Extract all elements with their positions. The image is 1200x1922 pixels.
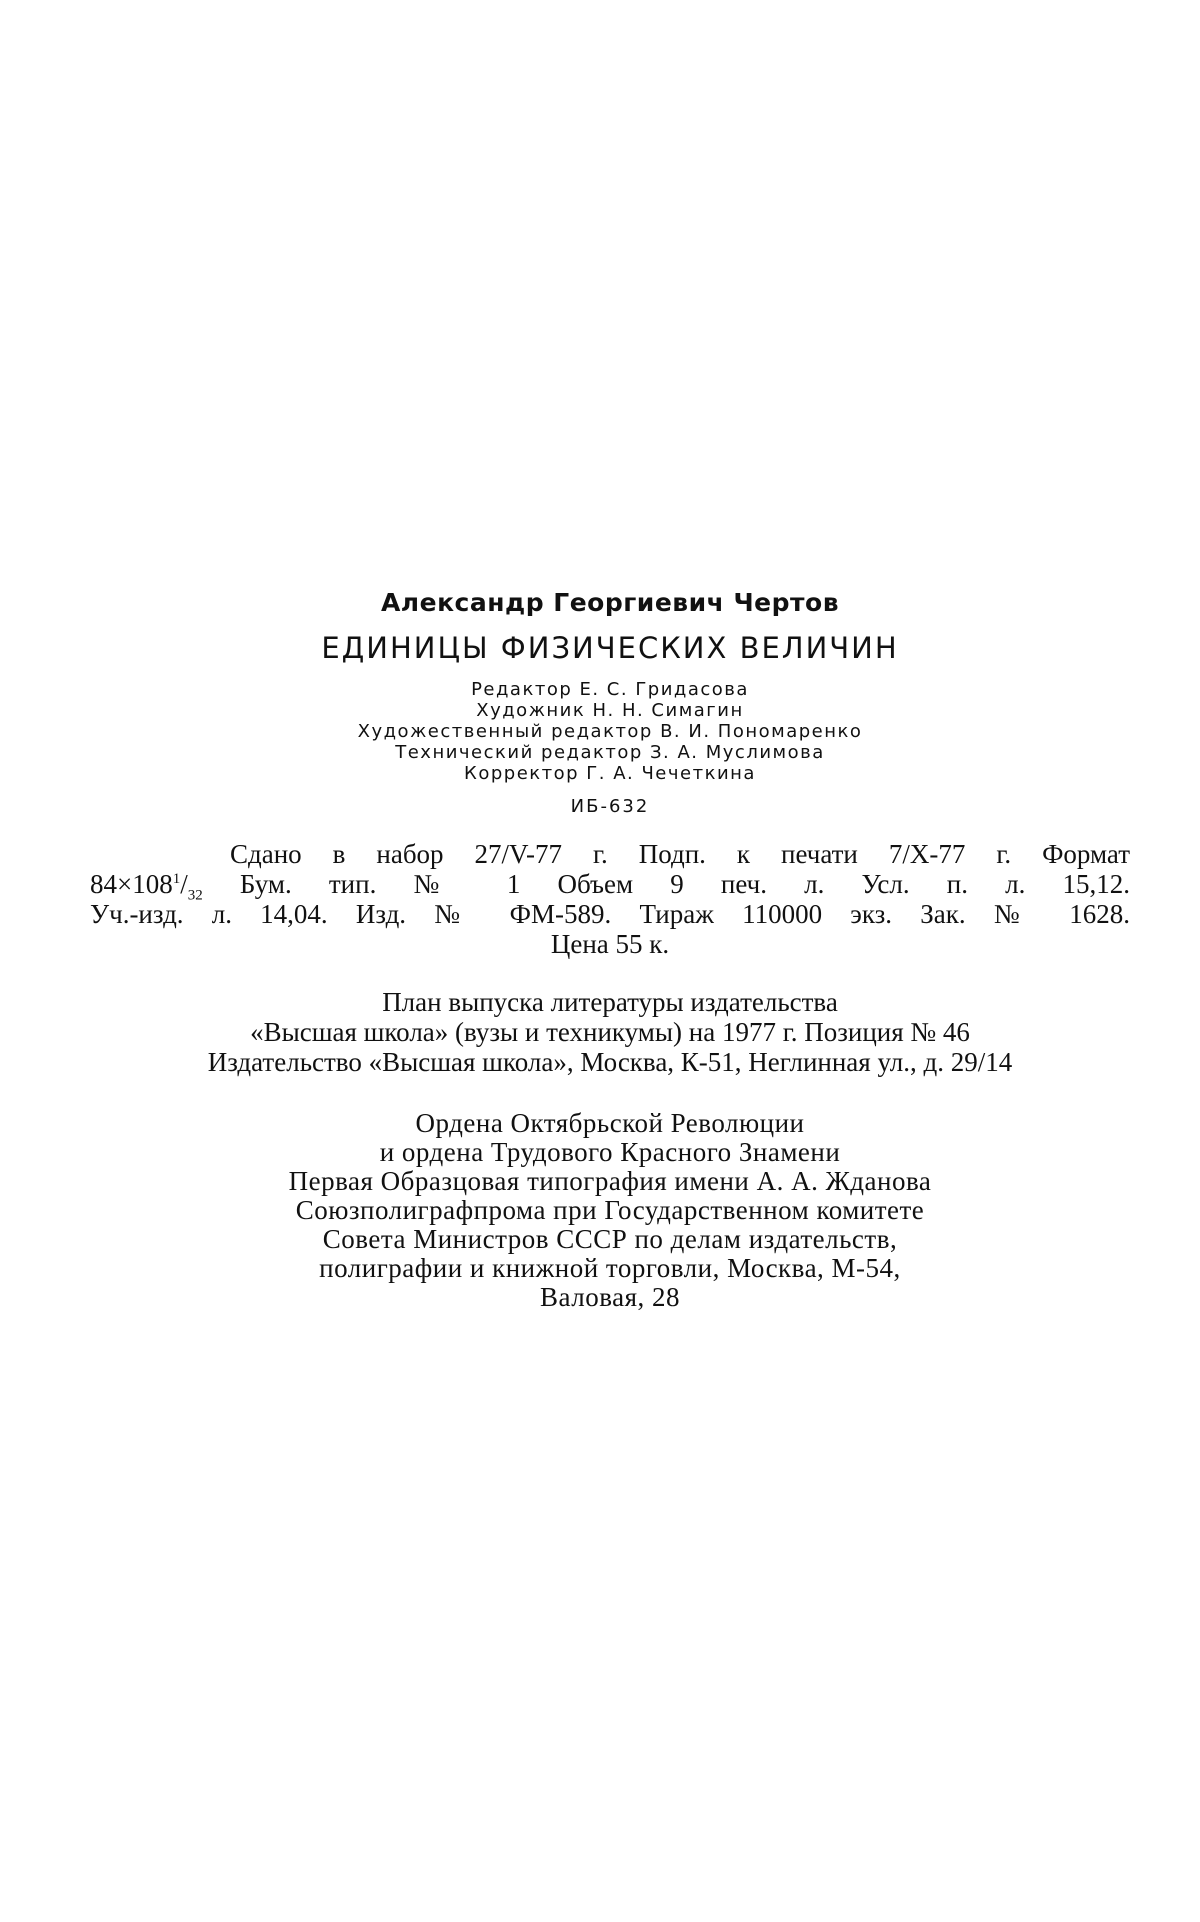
- printing-line: Ордена Октябрьской Революции: [415, 1108, 805, 1138]
- printing-house: [90, 1109, 1130, 1312]
- format-rest: Бум. тип. № 1 Объем 9 печ. л. Усл. п. л. 15,12.: [202, 869, 1130, 899]
- credit-proofreader: Корректор Г. А. Чечеткина: [464, 763, 756, 784]
- author-name: Александр Георгиевич Чертов: [380, 588, 840, 617]
- ib-number: ИБ-632: [570, 796, 650, 817]
- format-size: 84×108: [90, 869, 173, 899]
- price: Цена 55 к.: [550, 929, 670, 959]
- publisher-plan: [90, 987, 1130, 1077]
- book-title: ЕДИНИЦЫ ФИЗИЧЕСКИХ ВЕЛИЧИН: [321, 631, 899, 665]
- imprint-line-format: [90, 869, 1130, 904]
- imprint-line: Уч.-изд. л. 14,04. Изд. № ФМ-589. Тираж 110000 экз. Зак. № 1628.: [90, 899, 1130, 929]
- publisher-address: Издательство «Высшая школа», Москва, К-51, Неглинная ул., д. 29/14: [207, 1047, 1013, 1077]
- plan-line: План выпуска литературы издательства: [382, 987, 838, 1017]
- printing-line: Совета Министров СССР по делам издательств,: [322, 1224, 898, 1254]
- format-slash: /: [180, 869, 188, 899]
- printing-line: Союзполиграфпрома при Государственном комитете: [295, 1195, 925, 1225]
- credit-art-editor: Художественный редактор В. И. Пономаренко: [357, 721, 863, 742]
- colophon-page: [90, 588, 1130, 1312]
- format-numerator: 1: [172, 871, 181, 887]
- plan-line: «Высшая школа» (вузы и техникумы) на 1977 г. Позиция № 46: [250, 1017, 970, 1047]
- credit-artist: Художник Н. Н. Симагин: [476, 700, 744, 721]
- printing-line: Валовая, 28: [540, 1282, 680, 1312]
- printing-line: Первая Образцовая типография имени А. А. Жданова: [288, 1166, 932, 1196]
- imprint-line: Сдано в набор 27/V-77 г. Подп. к печати 7/X-77 г. Формат: [230, 839, 1130, 869]
- print-imprint: [90, 839, 1130, 959]
- printing-line: полиграфии и книжной торговли, Москва, М-54,: [319, 1253, 901, 1283]
- credit-technical-editor: Технический редактор З. А. Муслимова: [395, 742, 825, 763]
- staff-credits: [90, 679, 1130, 784]
- format-denominator: 32: [187, 887, 203, 904]
- printing-line: и ордена Трудового Красного Знамени: [379, 1137, 841, 1167]
- credit-editor: Редактор Е. С. Гридасова: [471, 679, 749, 700]
